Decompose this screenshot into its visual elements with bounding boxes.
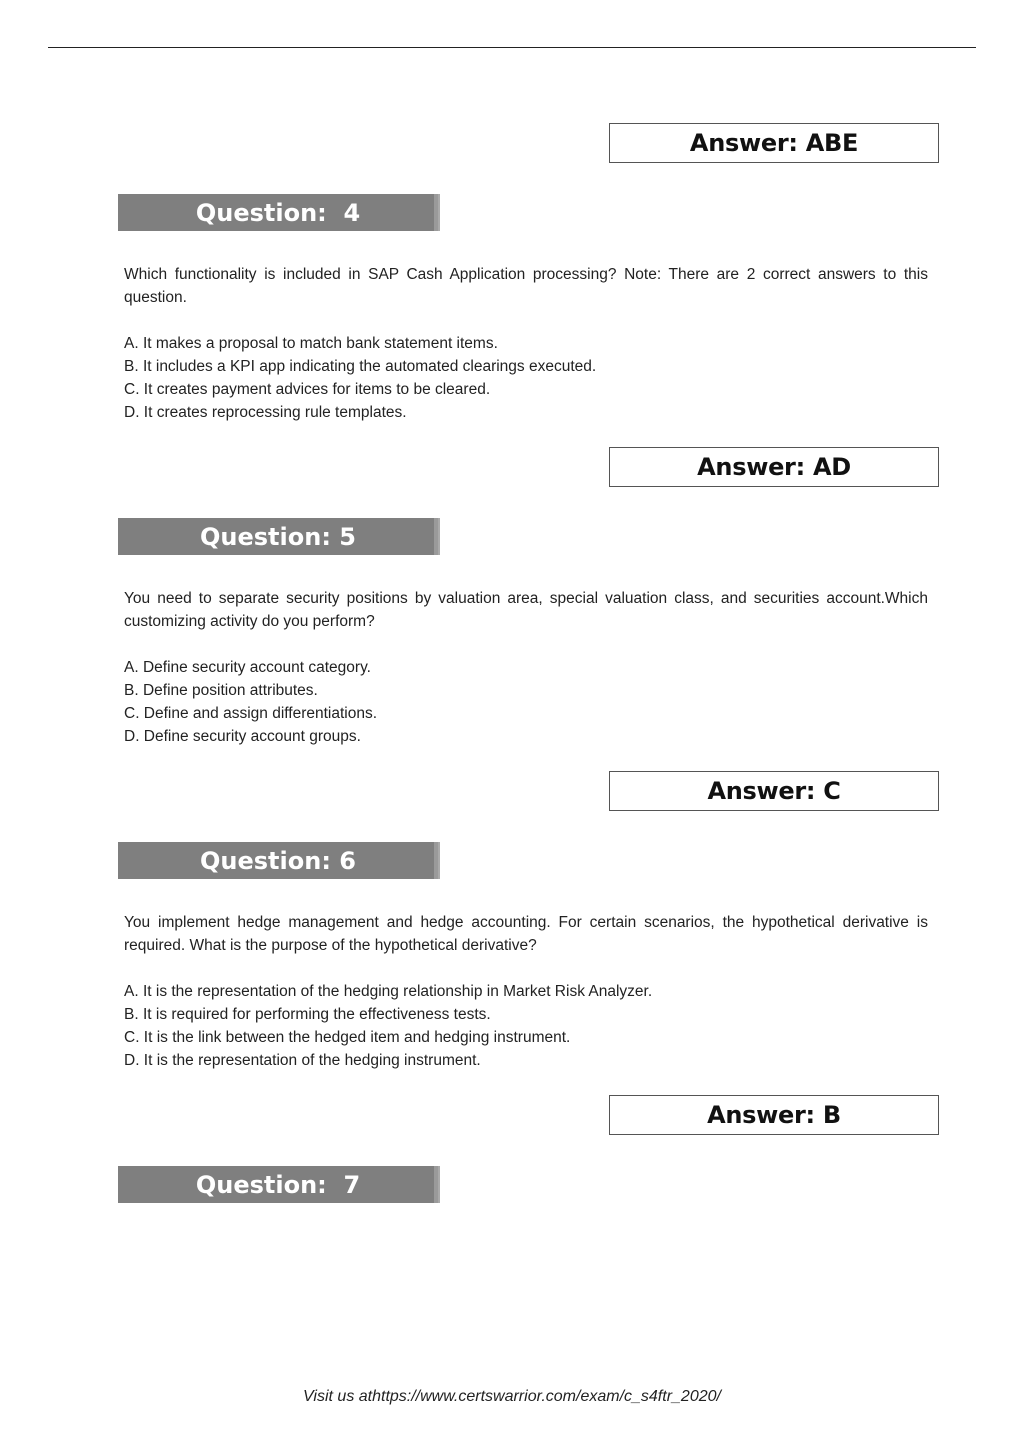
question-banner-6: Question: 6 [118,842,440,879]
question-banner-7: Question: 7 [118,1166,440,1203]
option-a: A. Define security account category. [124,659,371,676]
answer-box-previous: Answer: ABE [609,123,939,163]
question-banner-4: Question: 4 [118,194,440,231]
header-rule [48,47,976,48]
options-list-5 [124,656,928,748]
option-b: B. It is required for performing the effectiveness tests. [124,1006,491,1023]
answer-box-5: Answer: C [609,771,939,811]
option-d: D. It creates reprocessing rule templates. [124,404,407,421]
question-text-4: Which functionality is included in SAP Cash Application processing? Note: There are 2 correct answers to this question. [124,266,928,306]
answer-box-6: Answer: B [609,1095,939,1135]
option-a: A. It is the representation of the hedging relationship in Market Risk Analyzer. [124,983,653,1000]
option-d: D. It is the representation of the hedging instrument. [124,1052,481,1069]
option-c: C. It is the link between the hedged item and hedging instrument. [124,1029,571,1046]
footer-link-text[interactable]: Visit us athttps://www.certswarrior.com/exam/c_s4ftr_2020/ [303,1388,721,1405]
option-b: B. Define position attributes. [124,682,318,699]
options-list-4 [124,332,928,424]
question-text-5: You need to separate security positions by valuation area, special valuation class, and securities account.Which customizing activity do you perform? [124,590,928,630]
question-banner-5: Question: 5 [118,518,440,555]
option-d: D. Define security account groups. [124,728,361,745]
option-a: A. It makes a proposal to match bank statement items. [124,335,498,352]
options-list-6 [124,980,928,1072]
answer-box-4: Answer: AD [609,447,939,487]
question-text-6: You implement hedge management and hedge accounting. For certain scenarios, the hypothetical derivative is required. What is the purpose of the hypothetical derivative? [124,914,928,954]
option-b: B. It includes a KPI app indicating the automated clearings executed. [124,358,597,375]
option-c: C. Define and assign differentiations. [124,705,378,722]
option-c: C. It creates payment advices for items to be cleared. [124,381,491,398]
